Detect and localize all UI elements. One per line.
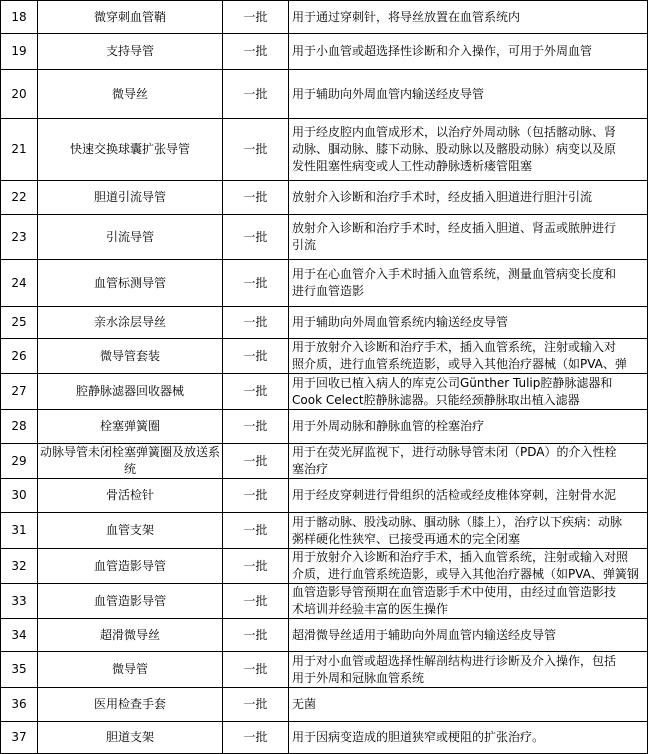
table-row [1,1,648,34]
quantity-unit: 一批 [223,307,289,339]
product-name: 医用检查手套 [38,688,223,722]
product-description [289,688,648,722]
product-name: 动脉导管未闭栓塞弹簧圈及放送系统 [38,444,223,479]
product-name: 血管造影导管 [38,549,223,584]
description-line: 照介质，进行血管系统造影，或导入其他治疗器械（如PVA、弹 [292,357,627,371]
row-number: 26 [1,339,38,374]
description-line: 用于小血管或超选择性诊断和介入操作，可用于外周血管 [292,44,593,58]
product-name: 胆道支架 [38,722,223,754]
quantity-unit: 一批 [223,444,289,479]
description-line: 血管造影导管预期在血管造影手术中使用，由经过血管造影技 [292,585,617,599]
table-row [1,513,648,549]
product-description [289,1,648,34]
description-line: 用于对小血管或超选择性解剖结构进行诊断及介入操作，包括 [292,653,617,668]
product-name: 快速交换球囊扩张导管 [38,119,223,181]
quantity-unit: 一批 [223,181,289,215]
quantity-unit: 一批 [223,549,289,584]
quantity-unit: 一批 [223,652,289,688]
quantity-unit: 一批 [223,479,289,513]
table-row [1,34,648,70]
product-description [289,652,648,688]
quantity-unit: 一批 [223,260,289,307]
product-name: 腔静脉滤器回收器械 [38,374,223,410]
product-description [289,339,648,374]
product-name: 胆道引流导管 [38,181,223,215]
description-line: 用于通过穿刺针，将导丝放置在血管系统内 [292,9,521,24]
product-description [289,584,648,619]
product-name: 栓塞弹簧圈 [38,410,223,444]
row-number: 32 [1,549,38,584]
table-row [1,444,648,479]
row-number: 24 [1,260,38,307]
row-number: 37 [1,722,38,754]
description-line: 用于在心血管介入手术时插入血管系统，测量血管病变长度和 [292,267,617,281]
description-line: 引流 [292,238,317,252]
table-row [1,215,648,260]
table-row [1,307,648,339]
product-name: 微穿刺血管鞘 [38,1,223,34]
row-number: 20 [1,70,38,119]
table-row [1,339,648,374]
description-line: 放射介入诊断和治疗手术时，经皮插入胆道进行胆汁引流 [292,190,593,204]
description-line: 用于髂动脉、股浅动脉、腘动脉（膝上），治疗以下疾病：动脉 [292,514,623,529]
product-name: 超滑微导丝 [38,619,223,652]
quantity-unit: 一批 [223,70,289,119]
row-number: 27 [1,374,38,410]
product-name: 骨活检针 [38,479,223,513]
description-line: 用于放射介入诊断和治疗手术，插入血管系统，注射或输入对照 [292,550,629,564]
product-description [289,260,648,307]
description-line: 进行血管造影 [292,284,365,298]
product-name: 血管标测导管 [38,260,223,307]
table-row [1,549,648,584]
product-description [289,549,648,584]
product-description [289,479,648,513]
quantity-unit: 一批 [223,513,289,549]
table-body [1,1,648,754]
description-line: 用于辅助向外周血管系统内输送经皮导管 [292,315,509,329]
product-name: 微导丝 [38,70,223,119]
product-name: 微导管 [38,652,223,688]
table-row [1,260,648,307]
table-row [1,410,648,444]
row-number: 23 [1,215,38,260]
description-line: 用于放射介入诊断和治疗手术，插入血管系统，注射或输入对 [292,340,617,354]
table-row [1,479,648,513]
quantity-unit: 一批 [223,119,289,181]
row-number: 28 [1,410,38,444]
description-line: 用于外周动脉和静脉血管的栓塞治疗 [292,419,485,433]
description-line: 术培训并经验丰富的医生操作 [292,602,449,616]
product-name: 支持导管 [38,34,223,70]
description-line: 用于外周和冠脉血管系统 [292,670,425,685]
product-name: 血管支架 [38,513,223,549]
quantity-unit: 一批 [223,722,289,754]
product-description [289,722,648,754]
row-number: 35 [1,652,38,688]
quantity-unit: 一批 [223,215,289,260]
description-line: 用于回收已植入病人的库克公司Günther Tulip腔静脉滤器和 [292,375,613,390]
table-row [1,688,648,722]
row-number: 25 [1,307,38,339]
product-description [289,374,648,410]
table-row [1,652,648,688]
quantity-unit: 一批 [223,34,289,70]
row-number: 18 [1,1,38,34]
row-number: 19 [1,34,38,70]
row-number: 30 [1,479,38,513]
description-line: 介质，进行血管系统造影，或导入其他治疗器械（如PVA、弹簧钢 [292,567,639,581]
row-number: 31 [1,513,38,549]
row-number: 29 [1,444,38,479]
table-row [1,584,648,619]
description-line: 无菌 [292,697,317,711]
product-description [289,119,648,181]
description-line: 用于因病变造成的胆道狭窄或梗阻的扩张治疗。 [292,730,545,744]
product-description [289,410,648,444]
product-description [289,215,648,260]
quantity-unit: 一批 [223,374,289,410]
product-description [289,444,648,479]
product-name: 微导管套装 [38,339,223,374]
table-row [1,70,648,119]
quantity-unit: 一批 [223,1,289,34]
product-description [289,619,648,652]
row-number: 34 [1,619,38,652]
table-row [1,619,648,652]
table-row [1,374,648,410]
description-line: 塞治疗 [292,462,329,476]
description-line: 放射介入诊断和治疗手术时，经皮插入胆道、肾盂或脓肿进行 [292,221,617,235]
description-line: Cook Celect腔静脉滤器。只能经颈静脉取出植入滤器 [292,392,580,407]
product-description [289,34,648,70]
description-line: 发性阻塞性病变或人工性动静脉透析瘘管阻塞 [292,159,533,173]
description-line: 用于辅助向外周血管内输送经皮导管 [292,86,485,101]
quantity-unit: 一批 [223,688,289,722]
product-name: 血管造影导管 [38,584,223,619]
product-description [289,307,648,339]
product-description [289,181,648,215]
row-number: 33 [1,584,38,619]
product-name: 引流导管 [38,215,223,260]
description-line: 用于在荧光屏监视下，进行动脉导管未闭（PDA）的介入性栓 [292,445,617,459]
row-number: 36 [1,688,38,722]
product-description [289,513,648,549]
table-row [1,119,648,181]
table-row [1,181,648,215]
row-number: 21 [1,119,38,181]
product-name: 亲水涂层导丝 [38,307,223,339]
product-description [289,70,648,119]
quantity-unit: 一批 [223,584,289,619]
quantity-unit: 一批 [223,339,289,374]
description-line: 超滑微导丝适用于辅助向外周血管内输送经皮导管 [292,627,557,642]
table-row [1,722,648,754]
description-line: 动脉、腘动脉、膝下动脉、股动脉以及髂股动脉）病变以及原 [292,142,617,156]
description-line: 用于经皮腔内血管成形术，以治疗外周动脉（包括髂动脉、肾 [292,125,617,139]
description-line: 用于经皮穿刺进行骨组织的活检或经皮椎体穿刺，注射骨水泥 [292,488,617,502]
description-line: 粥样硬化性狭窄、已接受再通术的完全闭塞 [292,531,521,546]
quantity-unit: 一批 [223,619,289,652]
row-number: 22 [1,181,38,215]
quantity-unit: 一批 [223,410,289,444]
